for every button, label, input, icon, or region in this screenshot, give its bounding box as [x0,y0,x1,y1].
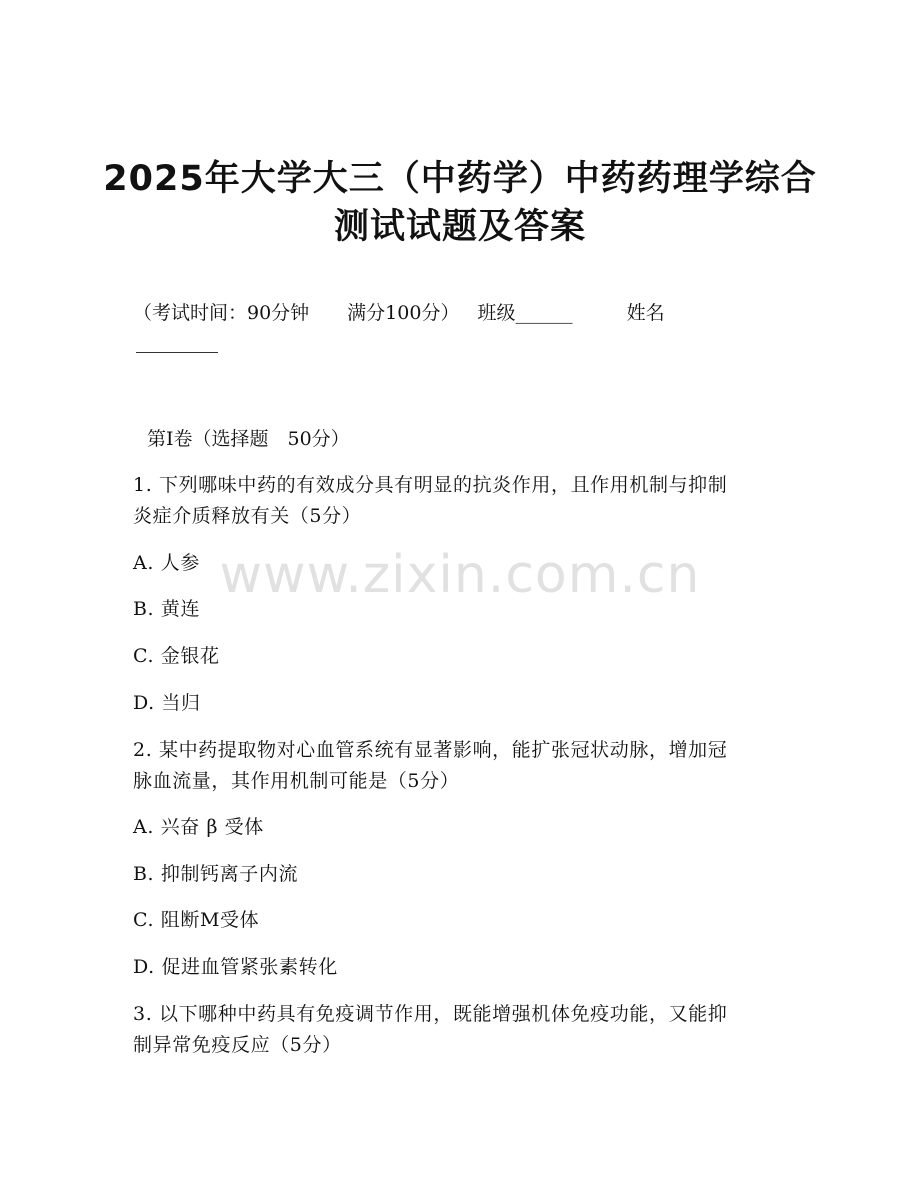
question-2-stem-line2: 脉血流量，其作用机制可能是（5分） [133,770,460,792]
question-2-option-b: B. 抑制钙离子内流 [133,863,299,885]
question-2-option-c: C. 阻断M受体 [133,909,260,931]
question-2-option-d: D. 促进血管紧张素转化 [133,956,338,978]
question-1-option-a: A. 人参 [133,552,200,574]
document-title-line2: 测试试题及答案 [333,207,586,247]
question-3-stem-line1: 3. 以下哪种中药具有免疫调节作用，既能增强机体免疫功能，又能抑 [133,1003,728,1025]
question-1-option-c: C. 金银花 [133,645,220,667]
name-label: 姓名 [626,302,665,324]
question-2-option-a: A. 兴奋 β 受体 [133,816,264,838]
section-heading: 第Ⅰ卷（选择题 50分） [147,428,350,450]
question-3-stem-line2: 制异常免疫反应（5分） [133,1034,342,1056]
question-2-stem-line1: 2. 某中药提取物对心血管系统有显著影响，能扩张冠状动脉，增加冠 [133,739,728,761]
question-1-stem-line2: 炎症介质释放有关（5分） [133,505,362,527]
question-1-stem-line1: 1. 下列哪味中药的有效成分具有明显的抗炎作用，且作用机制与抑制 [133,474,728,496]
name-blank-line [136,332,218,353]
exam-meta [133,298,665,328]
document-title-line1: 2025年大学大三（中药学）中药药理学综合 [103,159,817,199]
watermark: www.zixin.com.cn [219,545,701,605]
question-1-option-b: B. 黄连 [133,598,201,620]
question-1-option-d: D. 当归 [133,692,201,714]
exam-info: （考试时间：90分钟 满分100分） [133,302,460,324]
class-label: 班级______ [477,302,573,324]
